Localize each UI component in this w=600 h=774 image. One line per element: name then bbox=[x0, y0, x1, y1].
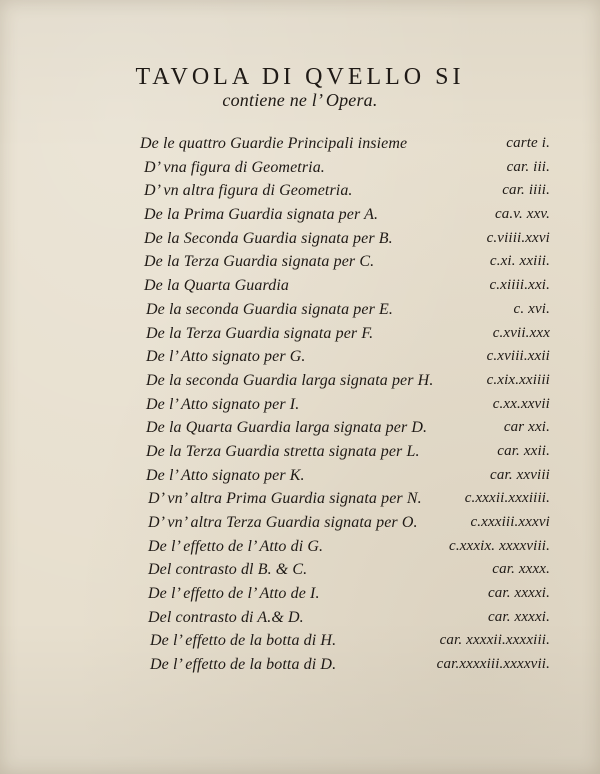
toc-entry-page-ref: c.xx.xxvii bbox=[492, 395, 550, 412]
toc-entry-page-ref: c.xxxix. xxxxviii. bbox=[449, 537, 550, 554]
toc-entry-page-ref: car. xxii. bbox=[497, 442, 550, 459]
toc-entry bbox=[140, 274, 550, 298]
toc-entry bbox=[140, 156, 550, 180]
toc-entry-text: De l’ effetto de la botta di D. bbox=[150, 656, 337, 674]
toc-entry-text: De la Terza Guardia signata per F. bbox=[146, 324, 374, 342]
toc-entry bbox=[140, 298, 550, 322]
toc-entry-text: Del contrasto di A.& D. bbox=[148, 608, 304, 626]
toc-entry-page-ref: c. xvi. bbox=[513, 300, 550, 317]
toc-entry bbox=[140, 250, 550, 274]
toc-entry-page-ref: c.xxxii.xxxiiii. bbox=[464, 490, 550, 507]
toc-entry-text: De la Quarta Guardia bbox=[144, 277, 289, 295]
toc-entry bbox=[140, 179, 550, 203]
toc-entry-text: De la seconda Guardia signata per E. bbox=[146, 300, 393, 318]
toc-entry bbox=[140, 511, 550, 535]
toc-entry-page-ref: c.xiiii.xxi. bbox=[489, 277, 550, 294]
toc-entry-page-ref: car. xxxx. bbox=[492, 561, 550, 578]
toc-entry-page-ref: car.xxxxiii.xxxxvii. bbox=[436, 656, 550, 673]
toc-entry bbox=[140, 369, 550, 393]
toc-entry-text: Del contrasto dl B. & C. bbox=[148, 561, 308, 579]
toc-entry bbox=[140, 416, 550, 440]
toc-entry bbox=[140, 582, 550, 606]
toc-entry-page-ref: car. iiii. bbox=[502, 182, 550, 199]
toc-entry bbox=[140, 535, 550, 559]
toc-entry-page-ref: ca.v. xxv. bbox=[494, 206, 550, 223]
toc-entry bbox=[140, 203, 550, 227]
toc-entry-text: D’ vna figura di Geometria. bbox=[144, 158, 325, 176]
toc-entry-text: De la Seconda Guardia signata per B. bbox=[144, 229, 393, 247]
toc-entry-page-ref: c.xvii.xxx bbox=[492, 324, 550, 341]
toc-entry-page-ref: car. iii. bbox=[506, 158, 550, 175]
toc-entry-page-ref: car. xxxxi. bbox=[487, 608, 550, 625]
toc-entry-page-ref: c.xix.xxiiii bbox=[486, 371, 550, 388]
toc-entry-text: De l’ effetto de l’ Atto de I. bbox=[148, 585, 320, 603]
toc-entry-text: De l’ effetto de la botta di H. bbox=[150, 632, 337, 650]
toc-entry bbox=[140, 464, 550, 488]
toc-entry-text: De l’ Atto signato per K. bbox=[146, 466, 305, 484]
table-of-contents bbox=[140, 132, 550, 677]
toc-entry-text: D’ vn’ altra Prima Guardia signata per N. bbox=[148, 490, 422, 508]
toc-entry-page-ref: car. xxxxi. bbox=[487, 585, 550, 602]
toc-entry-page-ref: car. xxxxii.xxxxiii. bbox=[439, 632, 550, 649]
toc-entry-page-ref: c.xviii.xxii bbox=[486, 348, 550, 365]
toc-entry bbox=[140, 132, 550, 156]
toc-entry bbox=[140, 629, 550, 653]
toc-entry bbox=[140, 345, 550, 369]
toc-entry bbox=[140, 606, 550, 630]
toc-entry-page-ref: c.viiii.xxvi bbox=[486, 229, 550, 246]
toc-entry bbox=[140, 653, 550, 677]
toc-entry-page-ref: carte i. bbox=[506, 135, 550, 151]
page-subtitle: contiene ne l’ Opera. bbox=[222, 90, 378, 110]
toc-entry bbox=[140, 393, 550, 417]
toc-entry-text: De l’ Atto signato per G. bbox=[146, 348, 306, 366]
toc-entry-page-ref: car xxi. bbox=[503, 419, 550, 436]
toc-entry-text: De la Quarta Guardia larga signata per D. bbox=[146, 419, 428, 437]
toc-entry-text: De la Terza Guardia stretta signata per L. bbox=[146, 442, 420, 460]
toc-entry-text: De l’ effetto de l’ Atto di G. bbox=[148, 537, 324, 555]
toc-entry bbox=[140, 487, 550, 511]
toc-entry-page-ref: c.xxxiii.xxxvi bbox=[470, 514, 550, 530]
toc-entry-page-ref: c.xi. xxiii. bbox=[489, 253, 550, 270]
page-title: TAVOLA DI QVELLO SI bbox=[135, 64, 465, 90]
toc-entry-text: D’ vn’ altra Terza Guardia signata per O. bbox=[148, 514, 418, 531]
toc-entry bbox=[140, 558, 550, 582]
toc-entry-text: De l’ Atto signato per I. bbox=[146, 395, 300, 413]
toc-entry-text: De la seconda Guardia larga signata per H. bbox=[146, 371, 434, 389]
toc-entry-text: De le quattro Guardie Principali insieme bbox=[140, 135, 408, 152]
toc-entry-page-ref: car. xxviii bbox=[490, 466, 550, 483]
toc-entry-text: De la Prima Guardia signata per A. bbox=[144, 206, 379, 224]
toc-entry-text: De la Terza Guardia signata per C. bbox=[144, 253, 375, 271]
toc-entry bbox=[140, 227, 550, 251]
toc-entry bbox=[140, 440, 550, 464]
toc-entry-text: D’ vn altra figura di Geometria. bbox=[144, 182, 353, 200]
toc-entry bbox=[140, 322, 550, 346]
